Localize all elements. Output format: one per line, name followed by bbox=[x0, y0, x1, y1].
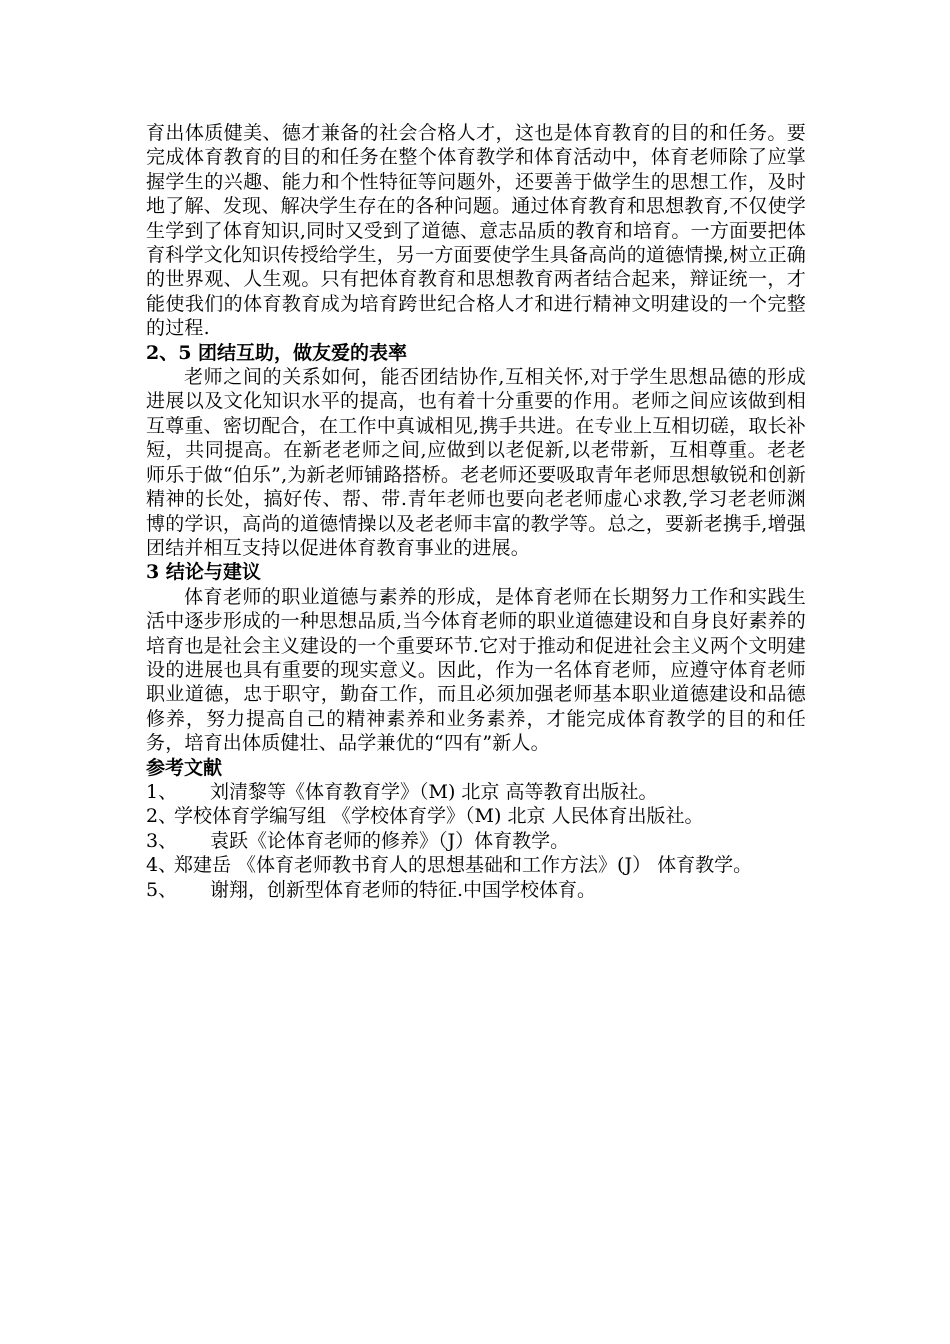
reference-number: 5、 bbox=[146, 878, 178, 901]
reference-item bbox=[146, 780, 806, 804]
section-heading-2-5: 2、5 团结互助，做友爱的表率 bbox=[146, 341, 408, 364]
section-heading-3: 3 结论与建议 bbox=[146, 561, 261, 584]
reference-number: 1、 bbox=[146, 780, 178, 803]
reference-text: 袁跃《论体育老师的修养》（J）体育教学。 bbox=[210, 829, 570, 852]
body-paragraph-2: 老师之间的关系如何，能否团结协作,互相关怀,对于学生思想品德的形成进展以及文化知识水平的提高，也有着十分重要的作用。老师之间应该做到相互尊重、密切配合，在工作中真诚相见,携手共进。在专业上互相切磋，取长补短，共同提高。在新老老师之间,应做到以老促新,以老带新，互相尊重。老老师乐于做“伯乐”,为新老师铺路搭桥。老老师还要吸取青年老师思想敏锐和创新精神的长处，搞好传、帮、带.青年老师也要向老老师虚心求教,学习老老师渊博的学识，高尚的道德情操以及老老师丰富的教学等。总之，要新老携手,增强团结并相互支持以促进体育教育事业的进展。 bbox=[146, 366, 806, 559]
body-paragraph-3: 体育老师的职业道德与素养的形成，是体育老师在长期努力工作和实践生活中逐步形成的一种思想品质,当今体育老师的职业道德建设和自身良好素养的培育也是社会主义建设的一个重要环节.它对于推动和促进社会主义两个文明建设的进展也具有重要的现实意义。因此，作为一名体育老师，应遵守体育老师职业道德，忠于职守，勤奋工作，而且必须加强老师基本职业道德建设和品德修养，努力提高自己的精神素养和业务素养，才能完成体育教学的目的和任务，培育出体质健壮、品学兼优的“四有”新人。 bbox=[146, 585, 806, 755]
reference-item bbox=[146, 878, 806, 902]
document-page bbox=[146, 121, 806, 902]
reference-number: 4、 bbox=[146, 854, 178, 877]
references-heading: 参考文献 bbox=[146, 756, 223, 779]
reference-number: 3、 bbox=[146, 829, 178, 852]
reference-text: 学校体育学编写组 《学校体育学》（M) 北京 人民体育出版社。 bbox=[174, 805, 704, 828]
references-list bbox=[146, 780, 806, 902]
reference-item bbox=[146, 853, 806, 877]
body-paragraph-1: 育出体质健美、德才兼备的社会合格人才，这也是体育教育的目的和任务。要完成体育教育的目的和任务在整个体育教学和体育活动中，体育老师除了应掌握学生的兴趣、能力和个性特征等问题外，还要善于做学生的思想工作，及时地了解、发现、解决学生存在的各种问题。通过体育教育和思想教育,不仅使学生学到了体育知识,同时又受到了道德、意志品质的教育和培育。一方面要把体育科学文化知识传授给学生，另一方面要使学生具备高尚的道德情操,树立正确的世界观、人生观。只有把体育教育和思想教育两者结合起来，辩证统一，才能使我们的体育教育成为培育跨世纪合格人才和进行精神文明建设的一个完整的过程. bbox=[146, 122, 806, 340]
reference-text: 郑建岳 《体育老师教书育人的思想基础和工作方法》(J） 体育教学。 bbox=[174, 854, 753, 877]
reference-item bbox=[146, 804, 806, 828]
reference-number: 2、 bbox=[146, 805, 178, 828]
reference-item bbox=[146, 829, 806, 853]
reference-text: 谢翔，创新型体育老师的特征.中国学校体育。 bbox=[210, 878, 597, 901]
reference-text: 刘清黎等《体育教育学》（M) 北京 高等教育出版社。 bbox=[210, 780, 658, 803]
